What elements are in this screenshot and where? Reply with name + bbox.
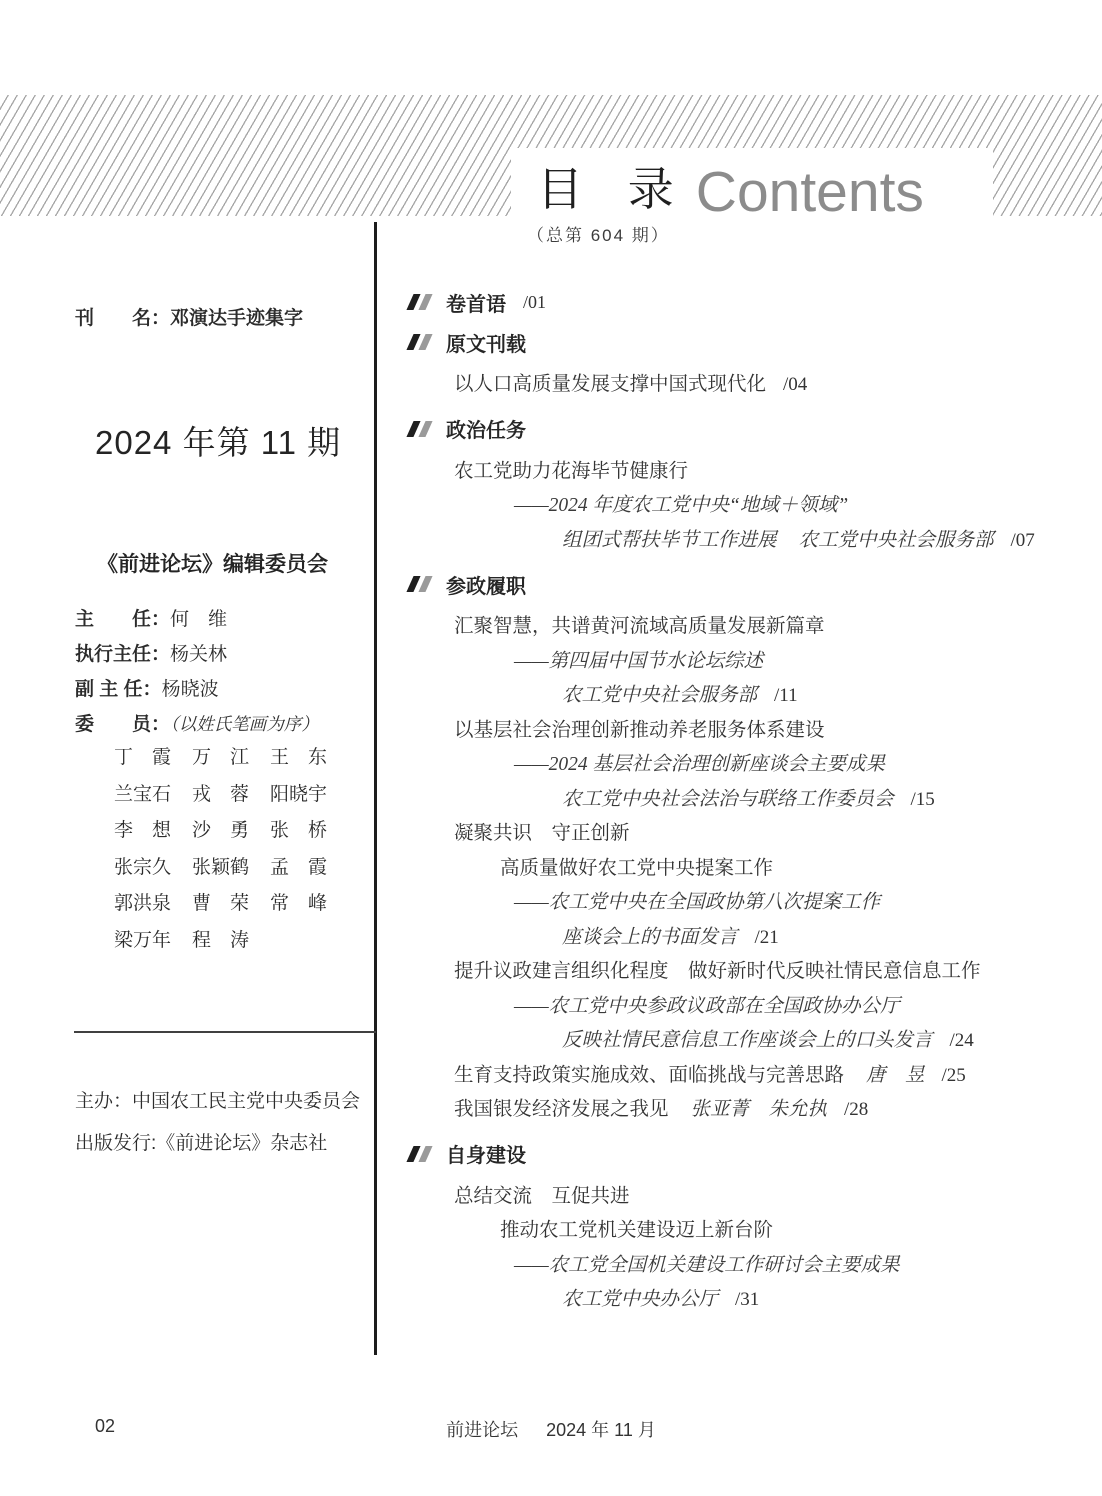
role-executive-director: 执行主任：杨关林 (75, 644, 228, 665)
page-ref: /24 (949, 1030, 974, 1051)
page-ref: /15 (910, 788, 935, 810)
page-ref: /25 (941, 1064, 966, 1086)
page-ref: /21 (754, 926, 779, 948)
toc-entry-subtitle: ——2024 基层社会治理创新座谈会主要成果 (514, 754, 886, 775)
toc-entry-subtitle: ——第四届中国节水论坛综述 (514, 650, 764, 672)
page-ref: /04 (783, 374, 808, 395)
journal-name-value: 邓演达手迹集字 (170, 308, 304, 329)
journal-name-label: 刊 名： (75, 308, 171, 329)
footer-journal-name: 前进论坛 (446, 1420, 519, 1440)
toc-entry-subtitle: 高质量做好农工党中央提案工作 (500, 857, 774, 879)
section-marker-icon (410, 421, 429, 437)
member-name: 阳晓宇 (270, 783, 328, 805)
member-name: 戎 蓉 (192, 783, 250, 805)
toc-entry-continuation: 座谈会上的书面发言 /21 (562, 926, 779, 948)
toc-section-reprint: 原文刊载 (410, 328, 1082, 356)
author-name: 农工党中央社会服务部 (798, 529, 994, 551)
footer-page-number: 02 (95, 1416, 116, 1436)
member-name: 郭洪泉 (114, 893, 172, 914)
page-ref: /28 (844, 1099, 869, 1120)
member-name: 万 江 (192, 747, 250, 768)
toc-entry-subtitle: 推动农工党机关建设迈上新台阶 (500, 1220, 774, 1241)
member-name: 曹 荣 (192, 893, 250, 914)
author-name: 农工党中央社会法治与联络工作委员会 (562, 788, 894, 810)
section-marker-icon (410, 576, 429, 592)
page-title (511, 148, 993, 224)
member-name (270, 923, 334, 960)
member-name: 常 峰 (270, 893, 328, 914)
page-title-en: Contents (695, 159, 924, 224)
toc-entry-continuation: 反映社情民意信息工作座谈会上的口头发言 /24 (562, 1030, 974, 1051)
member-name: 孟 霞 (270, 856, 328, 878)
toc-entry: 生育支持政策实施成效、面临挑战与完善思路 唐 昱 /25 (454, 1064, 966, 1086)
toc-entry: 以人口高质量发展支撑中国式现代化 /04 (454, 374, 808, 395)
committee-members-grid (114, 740, 334, 959)
member-name: 张颖鹤 (192, 856, 250, 878)
footer-journal-date (0, 1416, 1102, 1442)
toc-entry-continuation (410, 783, 1082, 818)
member-name: 丁 霞 (114, 747, 172, 768)
toc-entry-continuation: 组团式帮扶毕节工作进展 农工党中央社会服务部 /07 (562, 529, 1035, 551)
table-of-contents (410, 288, 1082, 1318)
journal-name-row (75, 303, 303, 330)
section-marker-icon (410, 1146, 429, 1162)
editorial-roles (75, 602, 319, 742)
member-name: 兰宝石 (114, 783, 172, 805)
toc-entry-subtitle: ——农工党中央参政议政部在全国政协办公厅 (514, 995, 900, 1017)
member-name: 李 想 (114, 820, 172, 841)
member-name: 王 东 (270, 747, 328, 768)
publisher-line: 出版发行:《前进论坛》杂志社 (75, 1133, 328, 1154)
toc-entry: 以基层社会治理创新推动养老服务体系建设 (454, 719, 825, 741)
vertical-divider (374, 222, 377, 1355)
issue-note: （总第 604 期） (527, 226, 670, 245)
section-marker-icon (410, 294, 429, 310)
toc-entry: 凝聚共识 守正创新 (454, 823, 630, 844)
role-members-label: 委 员：（以姓氏笔画为序） (75, 714, 319, 735)
author-name: 张亚菁 朱允执 (690, 1099, 828, 1120)
toc-entry: 汇聚智慧，共谱黄河流域高质量发展新篇章 (454, 616, 825, 637)
sponsor-line: 主办：中国农工民主党中央委员会 (75, 1091, 361, 1112)
toc-entry: 我国银发经济发展之我见 张亚菁 朱允执 /28 (454, 1099, 869, 1120)
page-ref: /07 (1010, 529, 1035, 551)
member-name: 梁万年 (114, 929, 172, 951)
toc-entry-subtitle: ——2024 年度农工党中央“地域＋领域” (514, 495, 849, 516)
toc-entry-subtitle: ——农工党全国机关建设工作研讨会主要成果 (514, 1254, 900, 1276)
toc-entry-continuation (410, 679, 1082, 714)
masthead-divider (74, 1031, 376, 1033)
footer-date: 2024 年 11 月 (546, 1420, 656, 1440)
toc-entry: 提升议政建言组织化程度 做好新时代反映社情民意信息工作 (454, 961, 981, 982)
page-title-cn: 目 录 (537, 163, 690, 215)
role-director: 主 任：何 维 (75, 609, 228, 630)
member-name: 程 涛 (192, 929, 250, 951)
section-marker-icon (410, 334, 429, 350)
issue-number: 2024 年第 11 期 (95, 424, 342, 461)
page-ref: /11 (774, 685, 798, 706)
toc-entry: 农工党助力花海毕节健康行 (454, 460, 689, 482)
page-ref: /31 (735, 1289, 760, 1310)
member-name: 张宗久 (114, 856, 172, 878)
committee-title: 《前进论坛》编辑委员会 (97, 553, 328, 576)
toc-section-preface: 卷首语 /01 (410, 288, 1082, 316)
page-ref: /01 (523, 291, 547, 312)
author-name: 农工党中央社会服务部 (562, 685, 758, 706)
role-deputy-director: 副 主 任：杨晓波 (75, 679, 219, 700)
author-name: 唐 昱 (866, 1064, 925, 1086)
member-name: 张 桥 (270, 820, 328, 841)
toc-section-political-tasks: 政治任务 (410, 415, 1082, 443)
toc-entry: 总结交流 互促共进 (454, 1185, 630, 1207)
toc-section-participation: 参政履职 (410, 570, 1082, 598)
toc-section-self-building: 自身建设 (410, 1140, 1082, 1168)
toc-entry-subtitle: ——农工党中央在全国政协第八次提案工作 (514, 892, 881, 913)
member-name: 沙 勇 (192, 820, 250, 841)
toc-entry-continuation: 农工党中央办公厅 /31 (562, 1289, 760, 1310)
